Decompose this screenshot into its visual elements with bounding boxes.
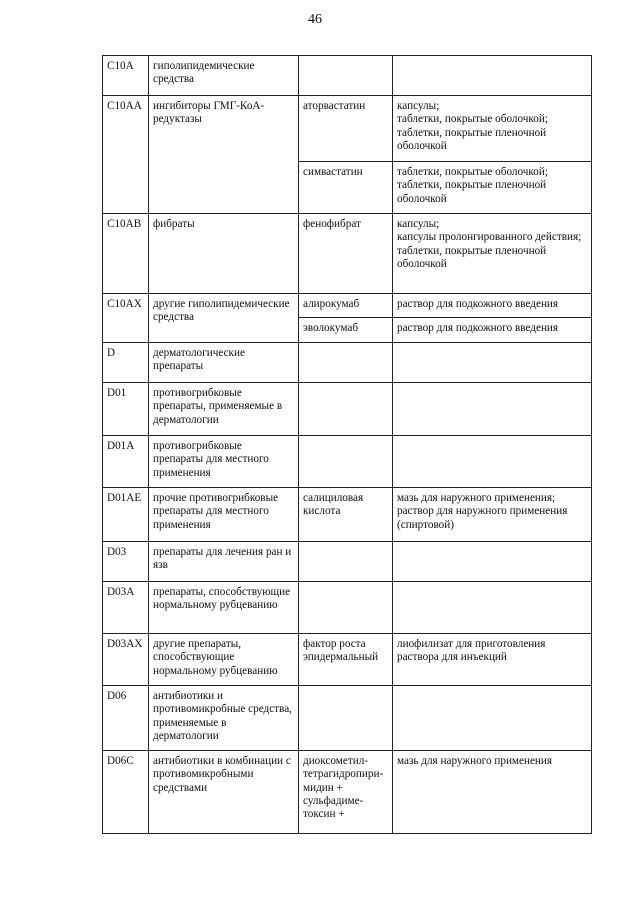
atc-code: D01AE bbox=[103, 487, 149, 541]
group-name: препараты для лечения ран и язв bbox=[149, 541, 299, 581]
dosage-forms bbox=[393, 487, 592, 541]
table-row bbox=[103, 294, 592, 318]
drug-name: аторвастатин bbox=[299, 96, 393, 162]
table-row bbox=[103, 685, 592, 750]
table-row bbox=[103, 487, 592, 541]
drug-name: салициловая кислота bbox=[299, 487, 393, 541]
atc-code: D01A bbox=[103, 435, 149, 487]
group-name: дерматологические препараты bbox=[149, 342, 299, 382]
atc-code: D03A bbox=[103, 581, 149, 633]
table-row bbox=[103, 96, 592, 162]
group-name: антибиотики в комбинации с противомикробными средствами bbox=[149, 750, 299, 833]
dosage-form: капсулы пролонгированного действия; bbox=[397, 231, 582, 244]
dosage-forms bbox=[393, 162, 592, 214]
dosage-forms bbox=[393, 435, 592, 487]
dosage-forms bbox=[393, 56, 592, 96]
atc-code: D03 bbox=[103, 541, 149, 581]
drug-table bbox=[102, 55, 592, 834]
drug-name: диоксометил-тетрагидропири-мидин + сульфадиме-токсин + bbox=[299, 750, 393, 833]
dosage-form: раствор для подкожного введения bbox=[397, 298, 559, 310]
dosage-forms bbox=[393, 96, 592, 162]
dosage-forms bbox=[393, 214, 592, 294]
group-name: гиполипидемические средства bbox=[149, 56, 299, 96]
atc-code: С10А bbox=[103, 56, 149, 96]
table-row bbox=[103, 581, 592, 633]
drug-name bbox=[299, 382, 393, 435]
dosage-form: таблетки, покрытые пленочной оболочкой bbox=[397, 179, 547, 205]
drug-name bbox=[299, 541, 393, 581]
dosage-forms bbox=[393, 685, 592, 750]
drug-name bbox=[299, 342, 393, 382]
dosage-form: мазь для наружного применения; bbox=[397, 491, 556, 504]
atc-code: D03AX bbox=[103, 633, 149, 685]
dosage-forms bbox=[393, 294, 592, 318]
dosage-form: таблетки, покрытые оболочкой; bbox=[397, 113, 548, 126]
drug-name: алирокумаб bbox=[299, 294, 393, 318]
drug-name bbox=[299, 685, 393, 750]
table-row bbox=[103, 342, 592, 382]
atc-code: С10АХ bbox=[103, 294, 149, 343]
dosage-form: таблетки, покрытые оболочкой; bbox=[397, 166, 548, 178]
dosage-form: таблетки, покрытые пленочной оболочкой bbox=[397, 244, 547, 271]
drug-name bbox=[299, 581, 393, 633]
dosage-forms bbox=[393, 581, 592, 633]
atc-code: С10АА bbox=[103, 96, 149, 214]
table-row bbox=[103, 56, 592, 96]
atc-code: D06 bbox=[103, 685, 149, 750]
dosage-forms bbox=[393, 382, 592, 435]
drug-name: фенофибрат bbox=[299, 214, 393, 294]
table-row bbox=[103, 214, 592, 294]
group-name: другие гиполипидемические средства bbox=[149, 294, 299, 343]
table-row bbox=[103, 750, 592, 833]
atc-code: D bbox=[103, 342, 149, 382]
dosage-forms bbox=[393, 342, 592, 382]
drug-name: симвастатин bbox=[299, 162, 393, 214]
atc-code: С10АВ bbox=[103, 214, 149, 294]
dosage-forms bbox=[393, 750, 592, 833]
page-number: 46 bbox=[308, 12, 322, 27]
table-row bbox=[103, 633, 592, 685]
dosage-form: таблетки, покрытые пленочной оболочкой bbox=[397, 126, 547, 153]
group-name: другие препараты, способствующие нормальному рубцеванию bbox=[149, 633, 299, 685]
dosage-forms bbox=[393, 318, 592, 342]
table-row bbox=[103, 382, 592, 435]
dosage-form: капсулы; bbox=[397, 100, 440, 112]
table-row bbox=[103, 435, 592, 487]
drug-name bbox=[299, 435, 393, 487]
dosage-form: лиофилизат для приготовления раствора для инъекций bbox=[397, 637, 546, 664]
drug-name: эволокумаб bbox=[299, 318, 393, 342]
table-row bbox=[103, 541, 592, 581]
dosage-forms bbox=[393, 541, 592, 581]
dosage-form: капсулы; bbox=[397, 218, 440, 230]
group-name: противогрибковые препараты, применяемые в дерматологии bbox=[149, 382, 299, 435]
group-name: ингибиторы ГМГ-КоА-редуктазы bbox=[149, 96, 299, 214]
group-name: прочие противогрибковые препараты для местного применения bbox=[149, 487, 299, 541]
group-name: фибраты bbox=[149, 214, 299, 294]
dosage-form: мазь для наружного применения bbox=[397, 754, 553, 767]
group-name: противогрибковые препараты для местного применения bbox=[149, 435, 299, 487]
dosage-form: раствор для подкожного введения bbox=[397, 322, 559, 335]
drug-name: фактор роста эпидермальный bbox=[299, 633, 393, 685]
dosage-form: раствор для наружного применения (спиртовой) bbox=[397, 505, 568, 531]
drug-name bbox=[299, 56, 393, 96]
group-name: препараты, способствующие нормальному рубцеванию bbox=[149, 581, 299, 633]
atc-code: D06C bbox=[103, 750, 149, 833]
group-name: антибиотики и противомикробные средства, применяемые в дерматологии bbox=[149, 685, 299, 750]
atc-code: D01 bbox=[103, 382, 149, 435]
dosage-forms bbox=[393, 633, 592, 685]
